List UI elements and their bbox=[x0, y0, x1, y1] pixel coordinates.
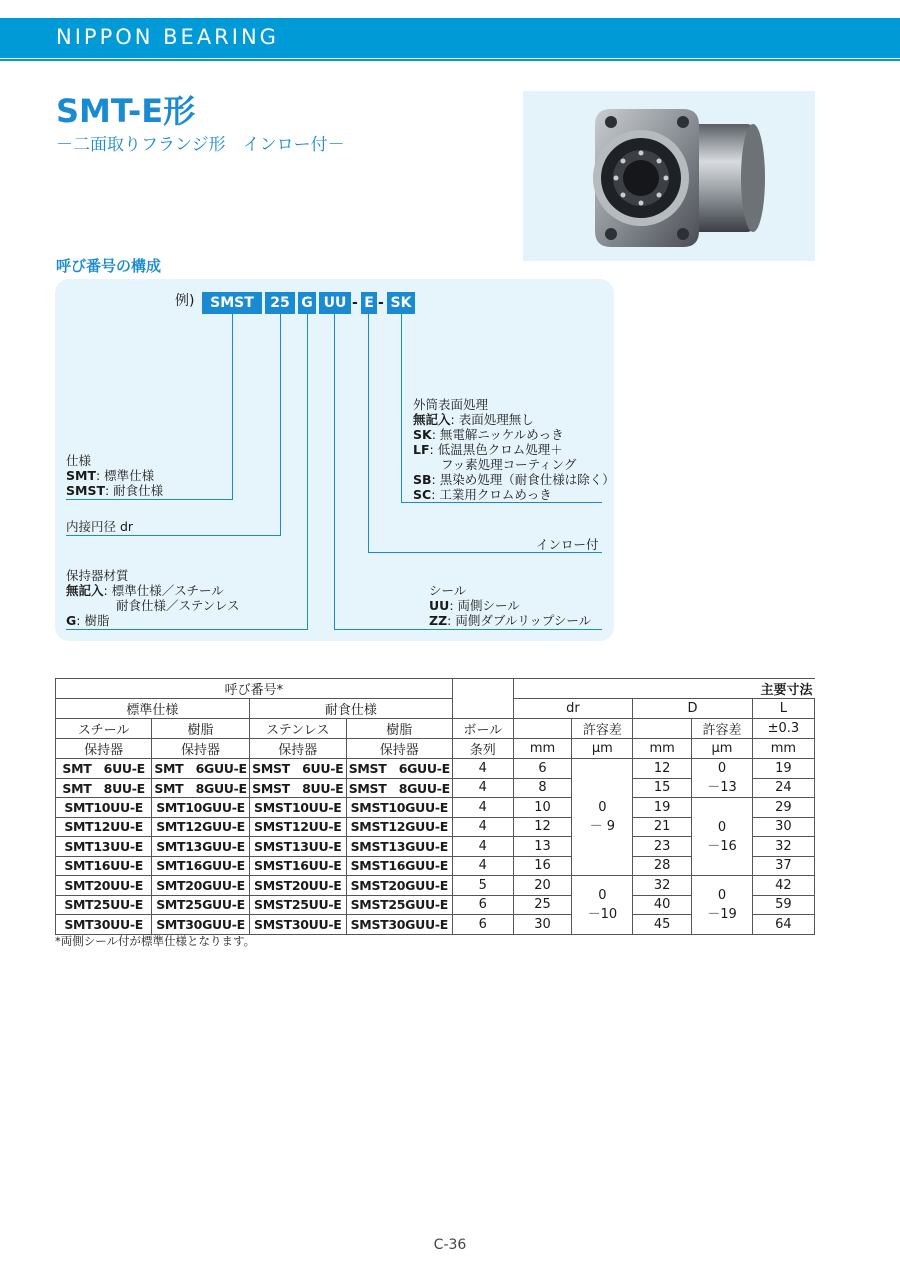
page-subtitle: －二面取りフランジ形 インロー付－ bbox=[56, 135, 345, 155]
col-dr: dr bbox=[513, 699, 633, 719]
cell-std-steel: SMT12UU-E bbox=[56, 817, 152, 837]
cell-D: 21 bbox=[633, 817, 692, 837]
leader-line bbox=[280, 314, 281, 535]
col-cage-sub: 保持器 bbox=[346, 739, 452, 759]
cell-cor-steel: SMST 8UU-E bbox=[249, 778, 346, 798]
code-separator: - bbox=[378, 295, 384, 311]
cell-cor-resin: SMST16GUU-E bbox=[346, 856, 452, 876]
cell-cor-resin: SMST12GUU-E bbox=[346, 817, 452, 837]
unit-mm: mm bbox=[513, 739, 572, 759]
leader-line bbox=[368, 314, 369, 552]
col-D-unit bbox=[633, 719, 692, 739]
cell-L: 64 bbox=[752, 915, 814, 935]
col-ball: ボール bbox=[452, 719, 513, 739]
bearing-illustration bbox=[523, 91, 815, 261]
table-row bbox=[56, 876, 815, 896]
cell-D-tolerance: 0 －19 bbox=[692, 876, 753, 935]
col-cage-sub: 保持器 bbox=[152, 739, 249, 759]
cell-D: 15 bbox=[633, 778, 692, 798]
cell-std-steel: SMT20UU-E bbox=[56, 876, 152, 896]
unit-um: μm bbox=[692, 739, 753, 759]
pilot-annotation: インロー付 bbox=[536, 537, 599, 552]
surface-annotation: 外筒表面処理 無記入: 表面処理無し SK: 無電解ニッケルめっき LF: 低温黒色クロム処理＋ フッ素処理コーティング SB: 黒染め処理（耐食仕様は除く） SC: 工業用クロムめっき bbox=[413, 397, 615, 502]
cell-balls: 4 bbox=[452, 759, 513, 779]
col-D: D bbox=[633, 699, 753, 719]
col-ball-sub: 条列 bbox=[452, 739, 513, 759]
code-part-seal: UU bbox=[319, 292, 351, 314]
cell-std-resin: SMT30GUU-E bbox=[152, 915, 249, 935]
col-L-tol: ±0.3 bbox=[752, 719, 814, 739]
header-bar bbox=[0, 18, 900, 58]
cell-balls: 4 bbox=[452, 837, 513, 857]
cell-cor-steel: SMST13UU-E bbox=[249, 837, 346, 857]
cell-dr: 30 bbox=[513, 915, 572, 935]
cell-std-resin: SMT20GUU-E bbox=[152, 876, 249, 896]
cell-std-steel: SMT30UU-E bbox=[56, 915, 152, 935]
cell-D: 40 bbox=[633, 895, 692, 915]
seal-annotation: シール UU: 両側シール ZZ: 両側ダブルリップシール bbox=[429, 583, 592, 628]
table-row bbox=[56, 798, 815, 818]
cell-cor-resin: SMST20GUU-E bbox=[346, 876, 452, 896]
unit-mm: mm bbox=[633, 739, 692, 759]
cell-balls: 4 bbox=[452, 778, 513, 798]
cell-dr-tolerance: 0 － 9 bbox=[572, 759, 633, 876]
cell-cor-resin: SMST13GUU-E bbox=[346, 837, 452, 857]
cell-cor-steel: SMST12UU-E bbox=[249, 817, 346, 837]
cell-cor-resin: SMST25GUU-E bbox=[346, 895, 452, 915]
cell-D-tolerance: 0 －16 bbox=[692, 798, 753, 876]
cell-L: 30 bbox=[752, 817, 814, 837]
cell-D: 32 bbox=[633, 876, 692, 896]
bore-annotation: 内接円径 dr bbox=[66, 519, 134, 534]
cell-D: 23 bbox=[633, 837, 692, 857]
section-heading: 呼び番号の構成 bbox=[56, 257, 162, 275]
cage-annotation: 保持器材質 無記入: 標準仕様／スチール 耐食仕様／ステンレス G: 樹脂 bbox=[66, 568, 240, 628]
cell-dr-tolerance: 0 －10 bbox=[572, 876, 633, 935]
cell-balls: 6 bbox=[452, 915, 513, 935]
unit-mm: mm bbox=[752, 739, 814, 759]
cell-cor-resin: SMST 8GUU-E bbox=[346, 778, 452, 798]
col-D-tol: 許容差 bbox=[692, 719, 753, 739]
page-title: SMT-E形 bbox=[56, 92, 196, 130]
code-part-cage: G bbox=[298, 292, 316, 314]
col-resin-cage2: 樹脂 bbox=[346, 719, 452, 739]
cell-dr: 12 bbox=[513, 817, 572, 837]
cell-cor-steel: SMST30UU-E bbox=[249, 915, 346, 935]
col-cage-sub: 保持器 bbox=[56, 739, 152, 759]
cell-std-steel: SMT10UU-E bbox=[56, 798, 152, 818]
col-standard: 標準仕様 bbox=[56, 699, 250, 719]
code-separator: - bbox=[352, 295, 358, 311]
cell-balls: 4 bbox=[452, 798, 513, 818]
leader-line bbox=[66, 535, 281, 536]
col-steel-cage: スチール bbox=[56, 719, 152, 739]
leader-line bbox=[334, 629, 602, 630]
cell-std-steel: SMT 8UU-E bbox=[56, 778, 152, 798]
cell-L: 59 bbox=[752, 895, 814, 915]
cell-balls: 5 bbox=[452, 876, 513, 896]
col-cage-sub: 保持器 bbox=[249, 739, 346, 759]
cell-std-resin: SMT 8GUU-E bbox=[152, 778, 249, 798]
cell-cor-steel: SMST20UU-E bbox=[249, 876, 346, 896]
col-resin-cage: 樹脂 bbox=[152, 719, 249, 739]
dimension-table bbox=[55, 678, 815, 935]
cell-cor-resin: SMST 6GUU-E bbox=[346, 759, 452, 779]
cell-dr: 8 bbox=[513, 778, 572, 798]
code-part-pilot: E bbox=[361, 292, 377, 314]
cell-D-tolerance: 0 －13 bbox=[692, 759, 753, 798]
cell-dr: 25 bbox=[513, 895, 572, 915]
cell-D: 28 bbox=[633, 856, 692, 876]
cell-std-resin: SMT12GUU-E bbox=[152, 817, 249, 837]
cell-dr: 6 bbox=[513, 759, 572, 779]
cell-std-steel: SMT25UU-E bbox=[56, 895, 152, 915]
col-L: L bbox=[752, 699, 814, 719]
leader-line bbox=[66, 629, 308, 630]
col-stainless-cage: ステンレス bbox=[249, 719, 346, 739]
cell-balls: 6 bbox=[452, 895, 513, 915]
cell-cor-steel: SMST 6UU-E bbox=[249, 759, 346, 779]
cell-dr: 20 bbox=[513, 876, 572, 896]
leader-line bbox=[401, 314, 402, 502]
leader-line bbox=[401, 502, 602, 503]
cell-L: 19 bbox=[752, 759, 814, 779]
col-corrosion: 耐食仕様 bbox=[249, 699, 452, 719]
page-number: C-36 bbox=[433, 1237, 467, 1253]
spec-annotation: 仕様 SMT: 標準仕様 SMST: 耐食仕様 bbox=[66, 453, 164, 498]
cell-dr: 10 bbox=[513, 798, 572, 818]
cell-dr: 16 bbox=[513, 856, 572, 876]
code-part-size: 25 bbox=[265, 292, 295, 314]
cell-balls: 4 bbox=[452, 856, 513, 876]
col-dr-tol: 許容差 bbox=[572, 719, 633, 739]
cell-L: 42 bbox=[752, 876, 814, 896]
example-label: 例) bbox=[175, 293, 195, 309]
code-part-series: SMST bbox=[202, 292, 262, 314]
cell-std-resin: SMT10GUU-E bbox=[152, 798, 249, 818]
cell-cor-steel: SMST10UU-E bbox=[249, 798, 346, 818]
leader-line bbox=[232, 314, 233, 499]
cell-balls: 4 bbox=[452, 817, 513, 837]
cell-D: 45 bbox=[633, 915, 692, 935]
cell-cor-resin: SMST30GUU-E bbox=[346, 915, 452, 935]
cell-cor-resin: SMST10GUU-E bbox=[346, 798, 452, 818]
code-part-surface: SK bbox=[387, 292, 415, 314]
cell-std-resin: SMT16GUU-E bbox=[152, 856, 249, 876]
cell-std-steel: SMT 6UU-E bbox=[56, 759, 152, 779]
cell-std-resin: SMT13GUU-E bbox=[152, 837, 249, 857]
col-dr-unit bbox=[513, 719, 572, 739]
cell-cor-steel: SMST16UU-E bbox=[249, 856, 346, 876]
cell-L: 29 bbox=[752, 798, 814, 818]
cell-std-steel: SMT13UU-E bbox=[56, 837, 152, 857]
cell-L: 24 bbox=[752, 778, 814, 798]
col-main-dims: 主要寸法 bbox=[513, 679, 814, 699]
cell-D: 19 bbox=[633, 798, 692, 818]
cell-std-resin: SMT25GUU-E bbox=[152, 895, 249, 915]
cell-std-resin: SMT 6GUU-E bbox=[152, 759, 249, 779]
col-ball-1 bbox=[452, 679, 513, 719]
cell-D: 12 bbox=[633, 759, 692, 779]
cell-cor-steel: SMST25UU-E bbox=[249, 895, 346, 915]
leader-line bbox=[66, 499, 233, 500]
leader-line bbox=[307, 314, 308, 629]
cell-dr: 13 bbox=[513, 837, 572, 857]
leader-line bbox=[368, 552, 602, 553]
table-row bbox=[56, 759, 815, 779]
col-nominal: 呼び番号* bbox=[56, 679, 453, 699]
footnote: *両側シール付が標準仕様となります。 bbox=[55, 934, 256, 948]
cell-std-steel: SMT16UU-E bbox=[56, 856, 152, 876]
leader-line bbox=[334, 314, 335, 629]
cell-L: 37 bbox=[752, 856, 814, 876]
product-photo bbox=[523, 91, 815, 261]
brand-logo: NIPPON BEARING bbox=[56, 25, 279, 49]
cell-L: 32 bbox=[752, 837, 814, 857]
unit-um: μm bbox=[572, 739, 633, 759]
